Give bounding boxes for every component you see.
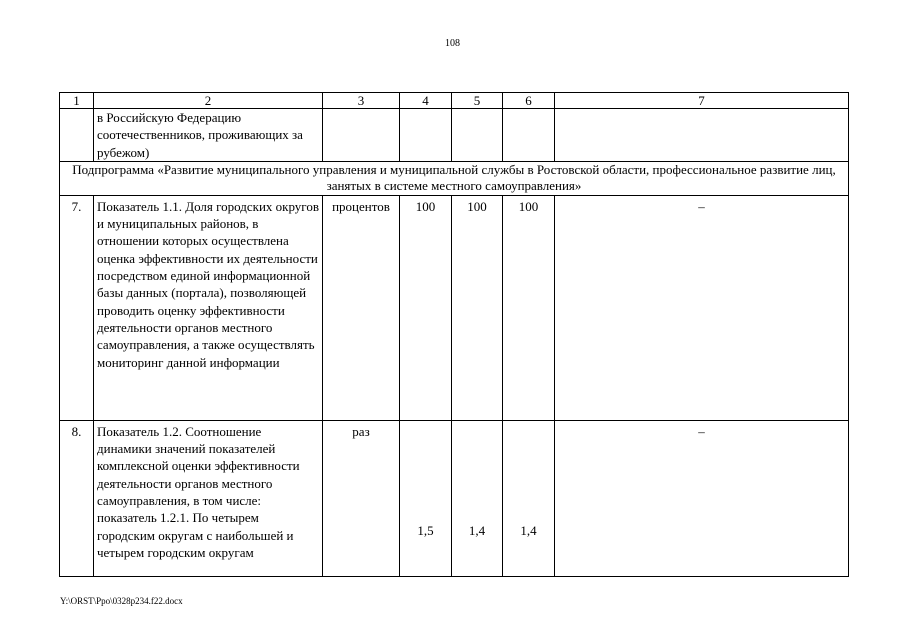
continuation-v5-cell: [452, 109, 503, 162]
value-col6: 1,4: [520, 522, 537, 538]
value-col6-cell: [503, 420, 555, 576]
row-number: 7.: [60, 195, 94, 420]
note-cell: –: [555, 420, 849, 576]
footer-file-path: Y:\ORST\Ppo\0328p234.f22.docx: [60, 596, 183, 606]
continuation-row: [60, 109, 849, 162]
unit-cell: процентов: [323, 195, 400, 420]
note-cell: –: [555, 195, 849, 420]
value-col4-cell: [400, 420, 452, 576]
value-col5: 100: [452, 195, 503, 420]
continuation-v6-cell: [503, 109, 555, 162]
table-row: [60, 195, 849, 420]
header-row: [60, 93, 849, 109]
header-cell-3: 3: [323, 93, 400, 109]
unit-cell: раз: [323, 420, 400, 576]
continuation-unit-cell: [323, 109, 400, 162]
table-row: [60, 420, 849, 576]
value-col6: 100: [503, 195, 555, 420]
header-cell-2: 2: [94, 93, 323, 109]
indicator-text: Показатель 1.1. Доля городских округов и муниципальных районов, в отношении которых осуществлена оценка эффективности их деятельности посредством единой информационной базы данных (портала), позволяющей проводить оценку эффективности деятельности органов местного самоуправления, а также осуществлять мониторинг данной информации: [94, 195, 323, 420]
value-col4: 100: [400, 195, 452, 420]
header-cell-1: 1: [60, 93, 94, 109]
header-cell-4: 4: [400, 93, 452, 109]
continuation-v4-cell: [400, 109, 452, 162]
header-cell-6: 6: [503, 93, 555, 109]
value-col5: 1,4: [468, 522, 486, 538]
header-cell-7: 7: [555, 93, 849, 109]
subprogram-title: Подпрограмма «Развитие муниципального управления и муниципальной службы в Ростовской области, профессиональное развитие лиц, занятых в системе местного самоуправления»: [60, 161, 849, 195]
subprogram-row: [60, 161, 849, 195]
header-cell-5: 5: [452, 93, 503, 109]
value-col4: 1,5: [417, 522, 434, 538]
indicator-table: [59, 92, 849, 577]
row-number: 8.: [60, 420, 94, 576]
continuation-num-cell: [60, 109, 94, 162]
continuation-note-cell: [555, 109, 849, 162]
indicator-text: Показатель 1.2. Соотношение динамики значений показателей комплексной оценки эффективности деятельности органов местного самоуправления, в том числе: показатель 1.2.1. По четырем городским округам с наибольшей и четырем городским округам: [94, 420, 323, 576]
continuation-text: в Российскую Федерацию соотечественников, проживающих за рубежом): [94, 109, 323, 162]
page-number: 108: [445, 38, 460, 49]
value-col5-cell: [452, 420, 503, 576]
